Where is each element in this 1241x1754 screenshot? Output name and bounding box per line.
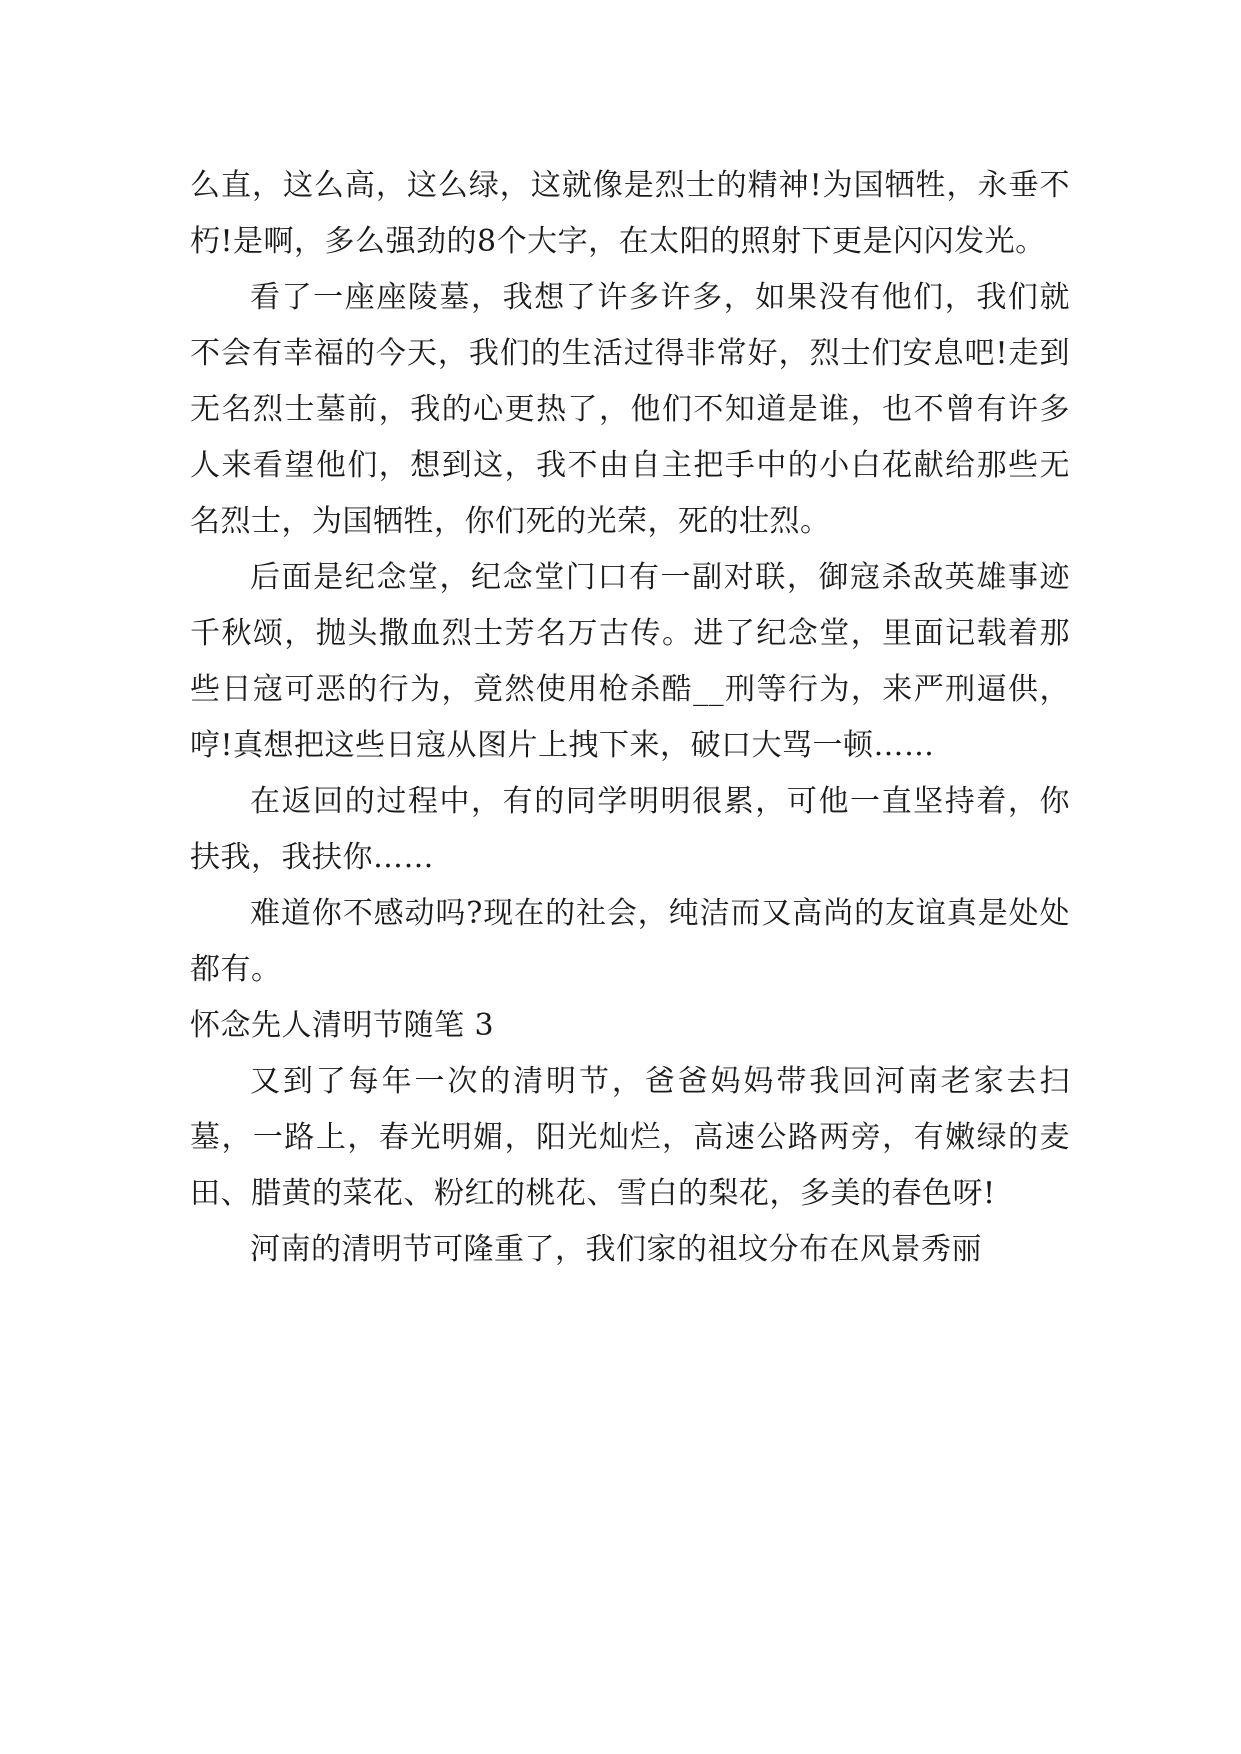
section-title: 怀念先人清明节随笔 3 [190,1008,495,1043]
paragraph-2: 看了一座座陵墓，我想了许多许多，如果没有他们，我们就不会有幸福的今天，我们的生活过得非常好，烈士们安息吧!走到无名烈士墓前，我的心更热了，他们不知道是谁，也不曾有许多人来看望他们，想到这，我不由自主把手中的小白花献给那些无名烈士，为国牺牲，你们死的光荣，死的壮烈。 [190,280,1070,539]
paragraph-1: 么直，这么高，这么绿，这就像是烈士的精神!为国牺牲，永垂不朽!是啊，多么强劲的8个大字，在太阳的照射下更是闪闪发光。 [190,168,1070,259]
section-paragraph-1: 又到了每年一次的清明节，爸爸妈妈带我回河南老家去扫墓，一路上，春光明媚，阳光灿烂，高速公路两旁，有嫩绿的麦田、腊黄的菜花、粉红的桃花、雪白的梨花，多美的春色呀! [190,1064,1070,1211]
section-paragraph-2: 河南的清明节可隆重了，我们家的祖坟分布在风景秀丽 [250,1232,982,1267]
paragraph-3: 后面是纪念堂，纪念堂门口有一副对联，御寇杀敌英雄事迹千秋颂，抛头撒血烈士芳名万古传。进了纪念堂，里面记载着那些日寇可恶的行为，竟然使用枪杀酷__刑等行为，来严刑逼供，哼!真想把这些日寇从图片上拽下来，破口大骂一顿…… [190,560,1070,763]
document-body [190,158,1070,1278]
paragraph-4: 在返回的过程中，有的同学明明很累，可他一直坚持着，你扶我，我扶你…… [190,784,1070,875]
paragraph-5: 难道你不感动吗?现在的社会，纯洁而又高尚的友谊真是处处都有。 [190,896,1070,987]
